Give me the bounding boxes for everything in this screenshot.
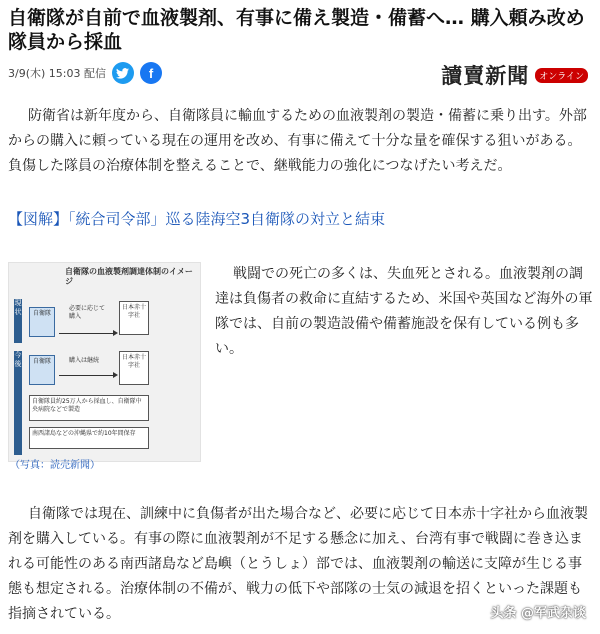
arrow-current [59,333,115,334]
related-article-link[interactable]: 【図解】「統合司令部」巡る陸海空3自衛隊の対立と結束 [8,210,386,228]
arrowhead-future [113,372,118,378]
row-label-future: 今後 [14,351,22,455]
online-badge: オンライン [535,68,588,83]
article-figure[interactable] [8,262,201,462]
figure-note-storage: 南西諸島などの沖縄県で約10年間保存 [29,427,149,449]
facebook-icon[interactable]: f [140,62,162,84]
figure-caption: （写真：読売新聞） [10,460,100,471]
arrow-future [59,375,115,376]
publisher [441,60,588,90]
arrow-label-current: 必要に応じて購入 [69,305,106,320]
article-meta [8,60,162,86]
arrowhead-current [113,330,118,336]
figure-title: 自衛隊の血液製剤調達体制のイメージ [65,267,193,286]
twitter-icon[interactable] [112,62,134,84]
article-paragraph-2: 戦闘での死亡の多くは、失血死とされる。血液製剤の調達は負傷者の救命に直結するため、米国や英国など海外の軍隊では、自前の製造設備や備蓄施設を保有している例も多い。 [215,266,593,357]
row-label-current: 現状 [14,299,22,343]
jrc-box-future: 日本赤十字社 [119,351,149,385]
sdf-box-future: 自衛隊 [29,355,55,385]
jrc-box-current: 日本赤十字社 [119,301,149,335]
watermark: 头条 @军武杂谈 [490,606,586,621]
publisher-logo: 讀賣新聞 [441,63,530,88]
article-paragraph-3: 自衛隊では現在、訓練中に負傷者が出た場合など、必要に応じて日本赤十字社から血液製剤を購入している。有事の際に血液製剤が不足する懸念に加え、台湾有事で戦闘に巻き込まれる可能性のある南西諸島など島嶼（とうしょ）部では、血液製剤の輸送に支障が生じる事態も想定される。治療体制の不備が、戦力の低下や部隊の士気の減退を招くといった課題も指摘されている。 [8,506,588,622]
figure-note-collection: 自衛隊員約25万人から採血し、自衛隊中央病院などで製造 [29,395,149,421]
arrow-label-future: 購入は継続 [69,357,100,364]
publish-date: 3/9(木) 15:03 配信 [8,67,106,80]
sdf-box-current: 自衛隊 [29,307,55,337]
article-headline: 自衛隊が自前で血液製剤、有事に備え製造・備蓄へ… 購入頼み改め隊員から採血 [8,7,585,53]
article-paragraph-1: 防衛省は新年度から、自衛隊員に輸血するための血液製剤の製造・備蓄に乗り出す。外部からの購入に頼っている現在の運用を改め、有事に備えて十分な量を確保する狙いがある。負傷した隊員の治療体制を整えることで、継戦能力の強化につなげたい考えだ。 [8,108,587,174]
